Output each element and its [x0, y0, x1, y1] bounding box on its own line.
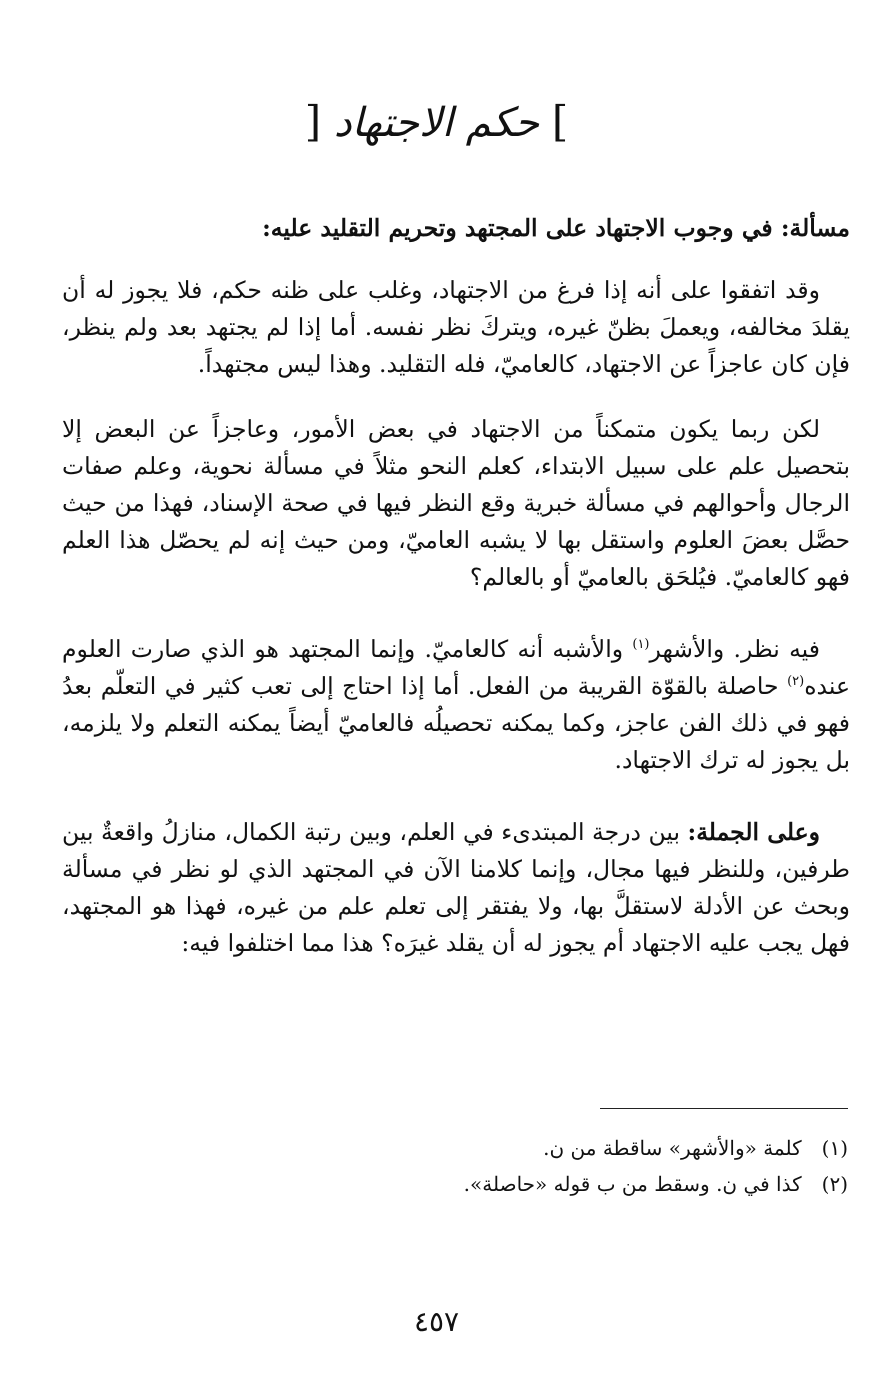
footnote-ref-1: (١) — [632, 637, 650, 653]
footnote-2 — [62, 1166, 848, 1202]
paragraph-3-part-a: فيه نظر. والأشهر — [649, 635, 820, 663]
heading-bracket-close: [ — [304, 97, 322, 146]
paragraph-2: لكن ربما يكون متمكناً من الاجتهاد في بعض الأمور، وعاجزاً عن البعض إلا بتحصيل علم على سبيل الابتداء، كعلم النحو مثلاً في مسألة نحوية، وعلم صفات الرجال وأحوالهم في مسألة خبرية وقع النظر فيها في صحة الإسناد، فهذا من حيث حصَّل بعضَ العلوم واستقل بها لا يشبه العاميّ، ومن حيث إنه لم يحصّل هذا العلم فهو كالعاميّ. فيُلحَق بالعاميّ أو بالعالم؟ — [62, 415, 850, 591]
footnote-1-number: (١) — [821, 1136, 848, 1160]
issue-text: في وجوب الاجتهاد على المجتهد وتحريم التقليد عليه: — [262, 214, 773, 242]
chapter-heading — [0, 92, 873, 153]
footnote-2-number: (٢) — [821, 1172, 848, 1196]
heading-bracket-open: ] — [551, 97, 569, 146]
issue-title — [62, 210, 850, 247]
heading-title: حكم الاجتهاد — [333, 100, 540, 146]
footnote-1 — [62, 1130, 848, 1166]
footnote-divider — [600, 1108, 848, 1109]
footnote-1-text: كلمة «والأشهر» ساقطة من ن. — [543, 1136, 802, 1160]
paragraph-1: وقد اتفقوا على أنه إذا فرغ من الاجتهاد، وغلب على ظنه حكم، فلا يجوز له أن يقلدَ مخالفه، ويعملَ بظنّ غيره، ويتركَ نظر نفسه. أما إذا لم يجتهد بعد ولم ينظر، فإن كان عاجزاً عن الاجتهاد، كالعاميّ، فله التقليد. وهذا ليس مجتهداً. — [62, 276, 850, 378]
issue-label: مسألة: — [780, 214, 850, 242]
footnote-2-text: كذا في ن. وسقط من ب قوله «حاصلة». — [463, 1172, 802, 1196]
paragraph-4 — [62, 814, 850, 962]
page-number: ٤٥٧ — [413, 1305, 460, 1338]
paragraph-3-part-c: حاصلة بالقوّة القريبة من الفعل. أما إذا احتاج إلى تعب كثير في التعلّم بعدُ فهو في ذلك الفن عاجز، وكما يمكنه تحصيلُه فالعاميّ أيضاً يمكنه التعلم ولا يلزمه، بل يجوز له ترك الاجتهاد. — [62, 672, 850, 774]
paragraph-4-text: بين درجة المبتدىء في العلم، وبين رتبة الكمال، منازلُ واقعةٌ بين طرفين، وللنظر فيها مجال، وإنما كلامنا الآن في المجتهد الذي لو نظر في مسألة وبحث عن الأدلة لاستقلَّ بها، ولا يفتقر إلى تعلم علم من غيره، فهذا هو المجتهد، فهل يجب عليه الاجتهاد أم يجوز له أن يقلد غيرَه؟ هذا مما اختلفوا فيه: — [62, 818, 850, 957]
paragraph-3 — [62, 631, 850, 779]
footnote-ref-2: (٢) — [787, 674, 805, 690]
paragraph-3-part-b: والأشبه أنه كالعاميّ. وإنما المجتهد هو الذي صارت العلوم عنده — [62, 635, 850, 700]
paragraph-4-label: وعلى الجملة: — [687, 818, 820, 846]
footnotes — [62, 1130, 848, 1202]
